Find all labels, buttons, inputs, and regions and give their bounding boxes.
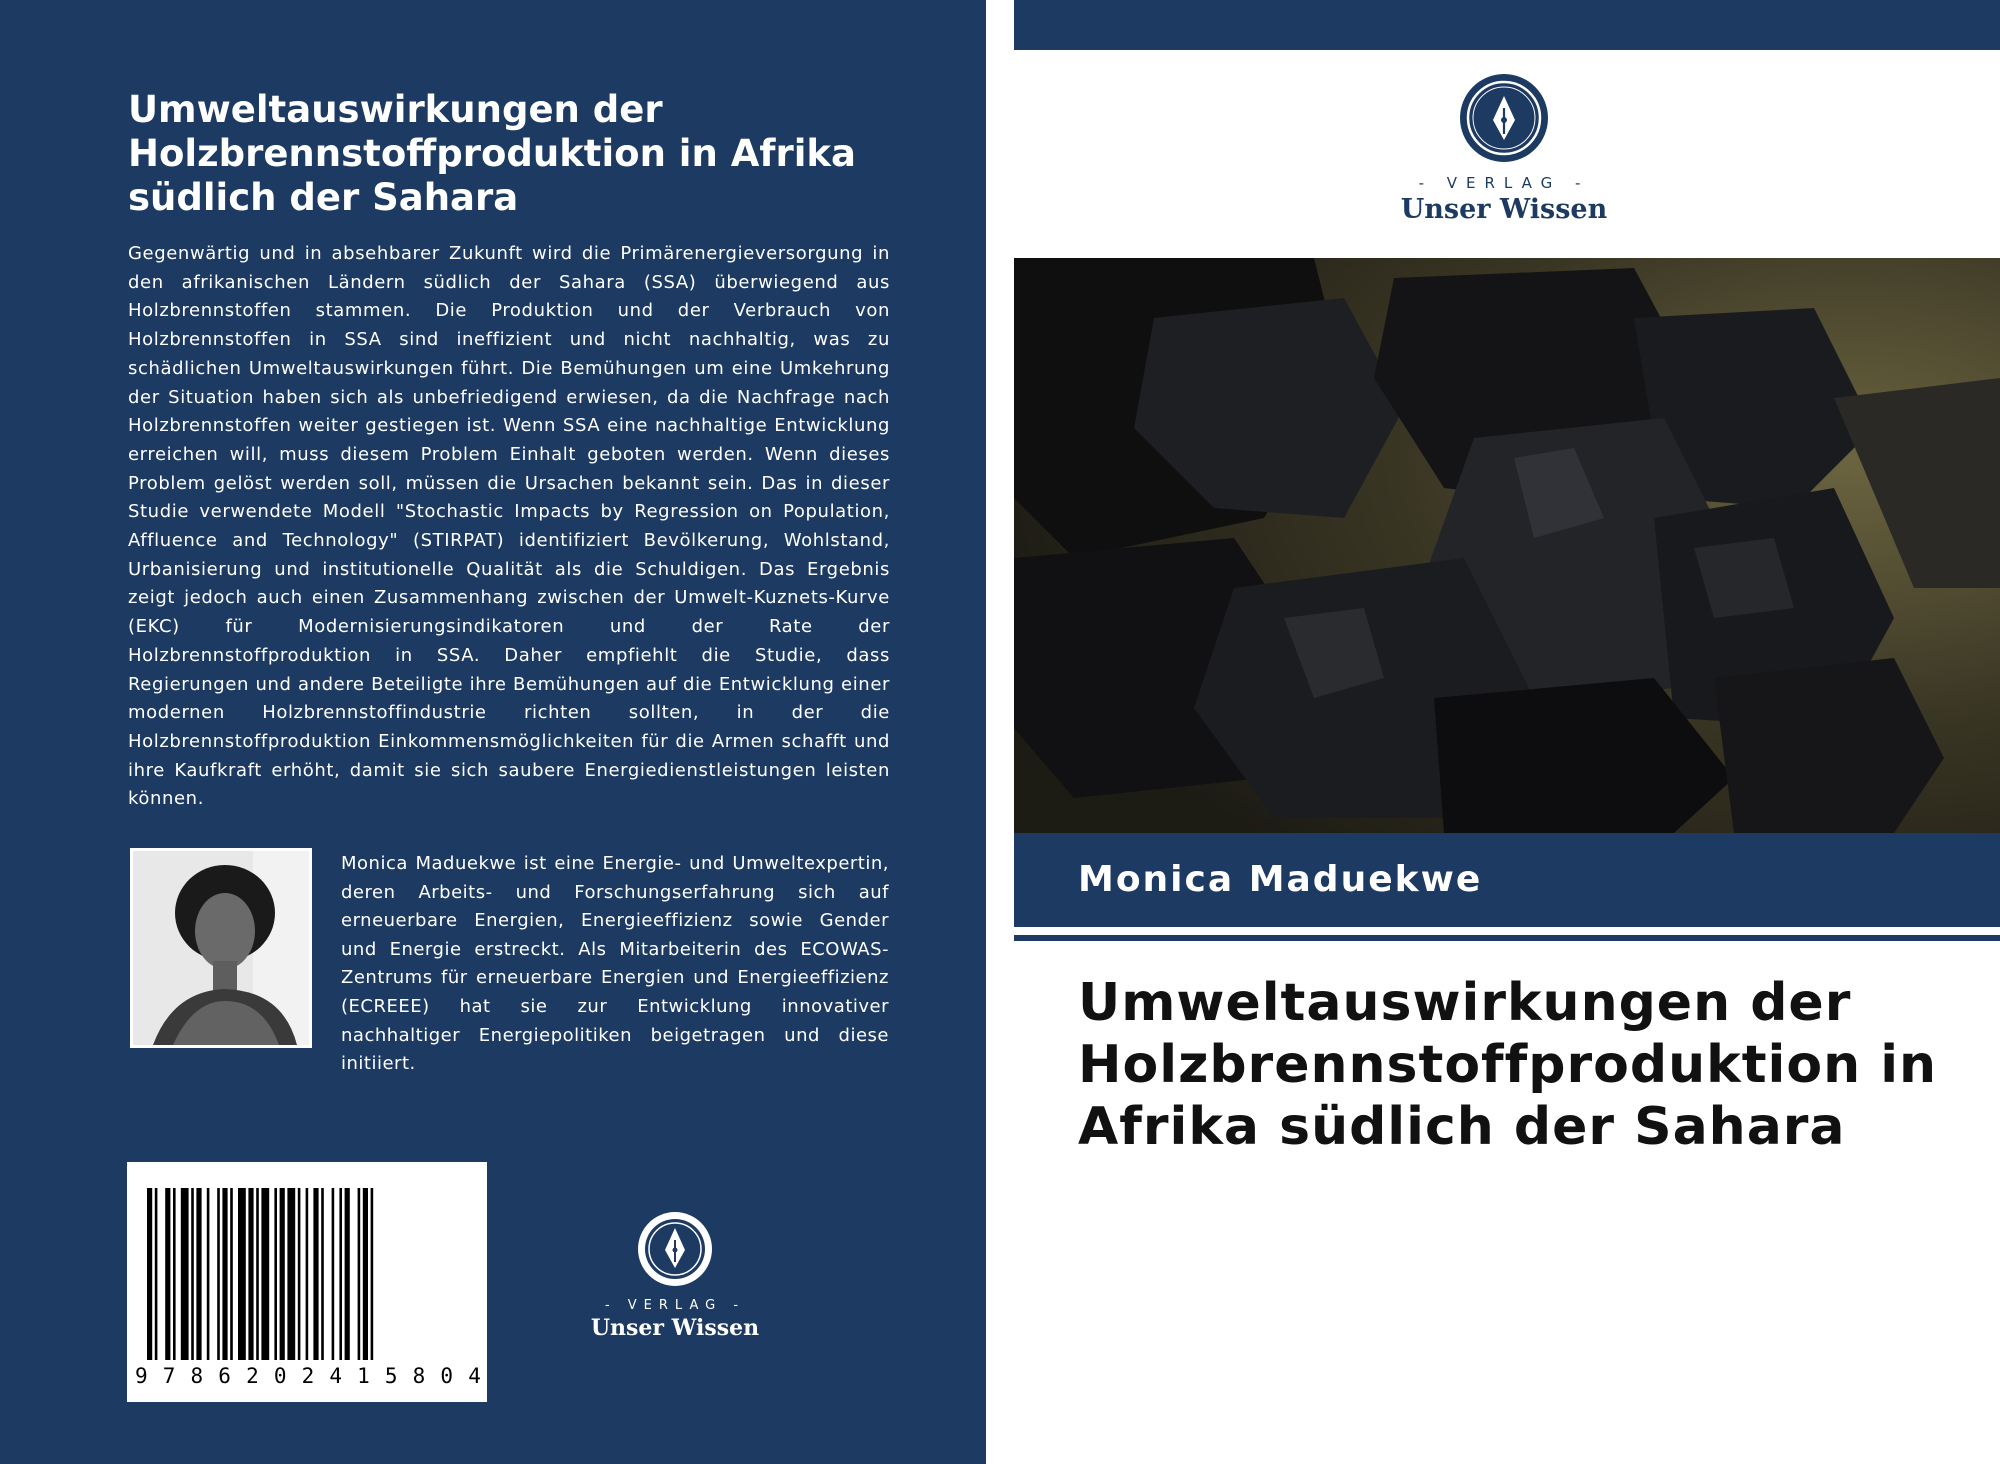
- isbn-digit: 7: [162, 1364, 176, 1388]
- isbn-digit: 5: [384, 1364, 398, 1388]
- barcode-bars: [147, 1188, 467, 1360]
- front-top-bar: [1014, 0, 2000, 50]
- isbn-barcode: [127, 1162, 487, 1402]
- isbn-digit: 0: [440, 1364, 454, 1388]
- isbn-digit: 8: [412, 1364, 426, 1388]
- barcode-bar: [196, 1188, 201, 1360]
- barcode-bar: [280, 1188, 285, 1360]
- barcode-bar: [191, 1188, 194, 1360]
- barcode-bar: [147, 1188, 152, 1360]
- barcode-bar: [256, 1188, 259, 1360]
- barcode-bar: [238, 1188, 246, 1360]
- back-cover-title: Umweltauswirkungen der Holzbrennstoffproduktion in Afrika südlich der Sahara: [128, 88, 856, 219]
- barcode-bar: [207, 1188, 210, 1360]
- front-cover-title: Umweltauswirkungen der Holzbrennstoffproduktion in Afrika südlich der Sahara: [1078, 973, 1938, 1157]
- barcode-bar: [298, 1188, 301, 1360]
- back-publisher-logo: [580, 1210, 770, 1341]
- barcode-bar: [321, 1188, 324, 1360]
- barcode-bar: [345, 1188, 350, 1360]
- back-publisher-name: Unser Wissen: [590, 1315, 760, 1341]
- fountain-pen-nib-seal-icon: [636, 1210, 714, 1288]
- isbn-digit: 9: [135, 1364, 148, 1388]
- barcode-bar: [222, 1188, 227, 1360]
- isbn-number: [135, 1364, 481, 1388]
- isbn-digit: 4: [329, 1364, 343, 1388]
- isbn-digit: 0: [273, 1364, 287, 1388]
- barcode-bar: [306, 1188, 309, 1360]
- barcode-bar: [181, 1188, 189, 1360]
- isbn-digit: 4: [468, 1364, 481, 1388]
- author-photo: [130, 848, 312, 1048]
- divider-line: [1014, 935, 2000, 941]
- barcode-bar: [274, 1188, 277, 1360]
- barcode-bar: [165, 1188, 170, 1360]
- isbn-digit: 8: [190, 1364, 204, 1388]
- barcode-bar: [217, 1188, 220, 1360]
- cover-photo: [1014, 258, 2000, 833]
- barcode-bar: [358, 1188, 361, 1360]
- isbn-digit: 2: [246, 1364, 259, 1388]
- isbn-digit: 1: [357, 1364, 370, 1388]
- isbn-digit: 2: [301, 1364, 315, 1388]
- author-band: [1014, 833, 2000, 927]
- author-portrait-photo: [133, 851, 309, 1045]
- front-publisher-name: Unser Wissen: [1400, 194, 1608, 225]
- fountain-pen-nib-seal-icon: [1458, 72, 1550, 164]
- spine: [986, 0, 1014, 1464]
- front-verlag-label: - VERLAG -: [1418, 174, 1590, 192]
- barcode-bar: [261, 1188, 269, 1360]
- author-bio: Monica Maduekwe ist eine Energie- und Umweltexpertin, deren Arbeits- und Forschungserfahrung sich auf erneuerbare Energien, Energieeffizienz sowie Gender und Energie erstreckt. Als Mitarbeiterin des ECOWAS-Zentrums für erneuerbare Energien und Energieeffizienz (ECREEE) hat sie zur Entwicklung innovativer nachhaltiger Energiepolitiken beigetragen und diese initiiert.: [341, 853, 889, 1075]
- barcode-bar: [155, 1188, 158, 1360]
- barcode-bar: [173, 1188, 176, 1360]
- barcode-bar: [339, 1188, 342, 1360]
- back-verlag-label: - VERLAG -: [604, 1298, 746, 1313]
- charcoal-pieces-photo: [1014, 258, 2000, 833]
- barcode-bar: [313, 1188, 318, 1360]
- barcode-bar: [287, 1188, 295, 1360]
- barcode-bar: [371, 1188, 374, 1360]
- isbn-digit: 6: [218, 1364, 231, 1388]
- back-cover-blurb: Gegenwärtig und in absehbarer Zukunft wird die Primärenergieversorgung in den afrikanischen Ländern südlich der Sahara (SSA) überwiegend aus Holzbrennstoffen stammen. Die Produktion und der Verbrauch von Holzbrennstoffen in SSA sind ineffizient und nicht nachhaltig, was zu schädlichen Umweltauswirkungen führt. Die Bemühungen um eine Umkehrung der Situation haben sich als unbefriedigend erwiesen, da die Nachfrage nach Holzbrennstoffen weiter gestiegen ist. Wenn SSA eine nachhaltige Entwicklung erreichen will, muss diesem Problem Einhalt geboten werden. Wenn dieses Problem gelöst werden soll, müssen die Ursachen bekannt sein. Das in dieser Studie verwendete Modell "Stochastic Impacts by Regression on Population, Affluence and Technology" (STIRPAT) identifiziert Bevölkerung, Wohlstand, Urbanisierung und institutionelle Qualität als die Schuldigen. Das Ergebnis zeigt jedoch auch einen Zusammenhang zwischen der Umwelt-Kuznets-Kurve (EKC) für Modernisierungsindikatoren und der Rate der Holzbrennstoffproduktion in SSA. Daher empfiehlt die Studie, dass Regierungen und andere Beteiligte ihre Bemühungen auf die Entwicklung einer modernen Holzbrennstoffindustrie richten sollten, in der die Holzbrennstoffproduktion Einkommensmöglichkeiten für die Armen schafft und ihre Kaufkraft erhöht, damit sie sich saubere Energiedienstleistungen leisten können.: [128, 243, 890, 810]
- back-cover: [0, 0, 986, 1464]
- front-publisher-logo: [1374, 72, 1634, 225]
- barcode-bar: [230, 1188, 233, 1360]
- barcode-bar: [332, 1188, 335, 1360]
- front-author-name: Monica Maduekwe: [1078, 859, 1483, 900]
- front-cover: [1014, 0, 2000, 1464]
- barcode-bar: [248, 1188, 253, 1360]
- barcode-bar: [363, 1188, 368, 1360]
